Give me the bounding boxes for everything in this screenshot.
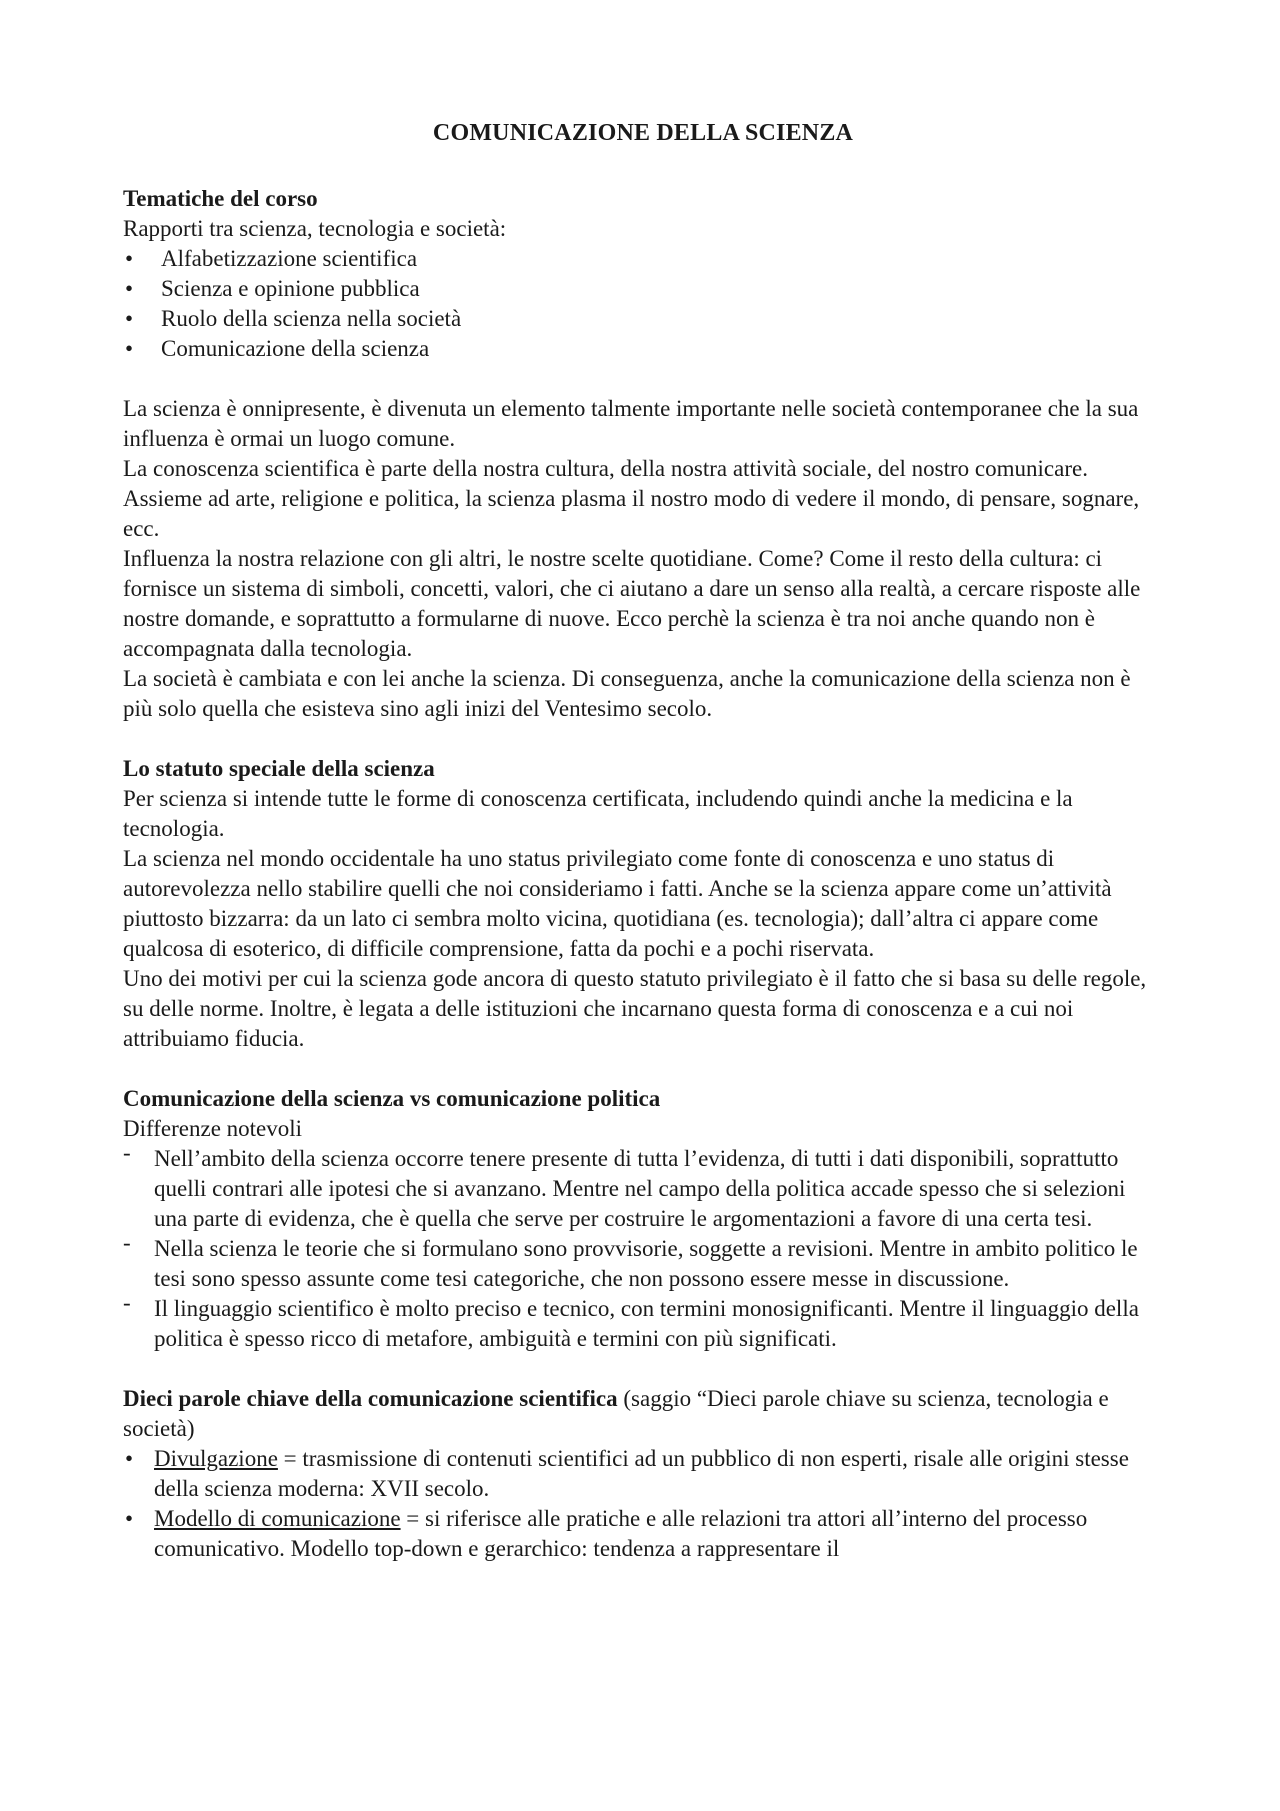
keyword-term: Modello di comunicazione	[154, 1506, 401, 1531]
section-intro-paragraphs	[123, 394, 1163, 724]
bullet-marker: •	[125, 1446, 134, 1471]
section-special-status	[123, 754, 1163, 1054]
paragraph: La conoscenza scientifica è parte della nostra cultura, della nostra attività sociale, del nostro comunicare. Assieme ad arte, religione e politica, la scienza plasma il nostro modo di vedere il mondo, di pensare, sognare, ecc.	[123, 456, 1140, 541]
paragraph: Uno dei motivi per cui la scienza gode ancora di questo statuto privilegiato è il fatto che si basa su delle regole, su delle norme. Inoltre, è legata a delle istituzioni che incarnano questa forma di conoscenza e a cui noi attribuiamo fiducia.	[123, 966, 1147, 1051]
list-item-text: Comunicazione della scienza	[161, 336, 430, 361]
list-item-text: Il linguaggio scientifico è molto preciso e tecnico, con termini monosignificanti. Mentre il linguaggio della politica è spesso ricco di metafore, ambiguità e termini con più significati.	[154, 1296, 1139, 1351]
keyword-definition: = trasmissione di contenuti scientifici ad un pubblico di non esperti, risale alle origini stesse della scienza moderna: XVII secolo.	[154, 1446, 1129, 1501]
topics-list	[123, 244, 1163, 364]
section-heading-suffix: (saggio “Dieci parole chiave su scienza, tecnologia e società)	[123, 1386, 1109, 1441]
keywords-list	[123, 1444, 1163, 1564]
list-item	[123, 334, 1163, 364]
dash-marker: -	[123, 1230, 131, 1255]
section-heading: Comunicazione della scienza vs comunicazione politica	[123, 1086, 661, 1111]
section-intro: Differenze notevoli	[123, 1116, 303, 1141]
paragraph: La società è cambiata e con lei anche la scienza. Di conseguenza, anche la comunicazione della scienza non è più solo quella che esisteva sino agli inizi del Ventesimo secolo.	[123, 666, 1131, 721]
section-intro: Rapporti tra scienza, tecnologia e società:	[123, 216, 507, 241]
list-item	[123, 1444, 1163, 1504]
bullet-marker: •	[125, 276, 134, 301]
bullet-marker: •	[125, 246, 134, 271]
list-item-text: Nell’ambito della scienza occorre tenere presente di tutta l’evidenza, di tutti i dati disponibili, soprattutto quelli contrari alle ipotesi che si avanzano. Mentre nel campo della politica accade spesso che si selezioni una parte di evidenza, che è quella che serve per costruire le argomentazioni a favore di una certa tesi.	[154, 1146, 1126, 1231]
list-item	[123, 1140, 1163, 1234]
bullet-marker: •	[125, 306, 134, 331]
section-heading: Dieci parole chiave della comunicazione scientifica	[123, 1386, 618, 1411]
list-item	[123, 1230, 1163, 1294]
section-course-topics	[123, 184, 1163, 364]
document-title: COMUNICAZIONE DELLA SCIENZA	[432, 120, 854, 146]
list-item	[123, 274, 1163, 304]
document-content	[123, 118, 1163, 1594]
paragraph: Per scienza si intende tutte le forme di conoscenza certificata, includendo quindi anche la medicina e la tecnologia.	[123, 786, 1073, 841]
section-heading: Tematiche del corso	[123, 186, 318, 211]
keyword-term: Divulgazione	[154, 1446, 278, 1471]
section-heading: Lo statuto speciale della scienza	[123, 756, 435, 781]
list-item	[123, 244, 1163, 274]
dash-marker: -	[123, 1290, 131, 1315]
paragraph: La scienza è onnipresente, è divenuta un elemento talmente importante nelle società contemporanee che la sua influenza è ormai un luogo comune.	[123, 396, 1139, 451]
section-keywords	[123, 1384, 1163, 1564]
keyword-definition: = si riferisce alle pratiche e alle relazioni tra attori all’interno del processo comunicativo. Modello top-down e gerarchico: tendenza a rappresentare il	[154, 1506, 1088, 1561]
paragraph: Influenza la nostra relazione con gli altri, le nostre scelte quotidiane. Come? Come il resto della cultura: ci fornisce un sistema di simboli, concetti, valori, che ci aiutano a dare un senso alla realtà, a cercare risposte alle nostre domande, e soprattutto a formularne di nuove. Ecco perchè la scienza è tra noi anche quando non è accompagnata dalla tecnologia.	[123, 546, 1141, 661]
bullet-marker: •	[125, 336, 134, 361]
section-heading-line	[123, 1384, 1163, 1444]
dash-marker: -	[123, 1140, 131, 1165]
list-item-text: Alfabetizzazione scientifica	[161, 246, 418, 271]
bullet-marker: •	[125, 1506, 134, 1531]
paragraph: La scienza nel mondo occidentale ha uno status privilegiato come fonte di conoscenza e uno status di autorevolezza nello stabilire quelli che noi consideriamo i fatti. Anche se la scienza appare come un’attività piuttosto bizzarra: da un lato ci sembra molto vicina, quotidiana (es. tecnologia); dall’altra ci appare come qualcosa di esoterico, di difficile comprensione, fatta da pochi e a pochi riservata.	[123, 846, 1112, 961]
section-science-vs-politics	[123, 1084, 1163, 1354]
list-item	[123, 1504, 1163, 1564]
list-item-text: Ruolo della scienza nella società	[161, 306, 462, 331]
list-item	[123, 1290, 1163, 1354]
differences-list	[123, 1140, 1163, 1354]
list-item	[123, 304, 1163, 334]
list-item-text: Nella scienza le teorie che si formulano sono provvisorie, soggette a revisioni. Mentre in ambito politico le tesi sono spesso assunte come tesi categoriche, che non possono essere messe in discussione.	[154, 1236, 1138, 1291]
list-item-text: Scienza e opinione pubblica	[161, 276, 420, 301]
